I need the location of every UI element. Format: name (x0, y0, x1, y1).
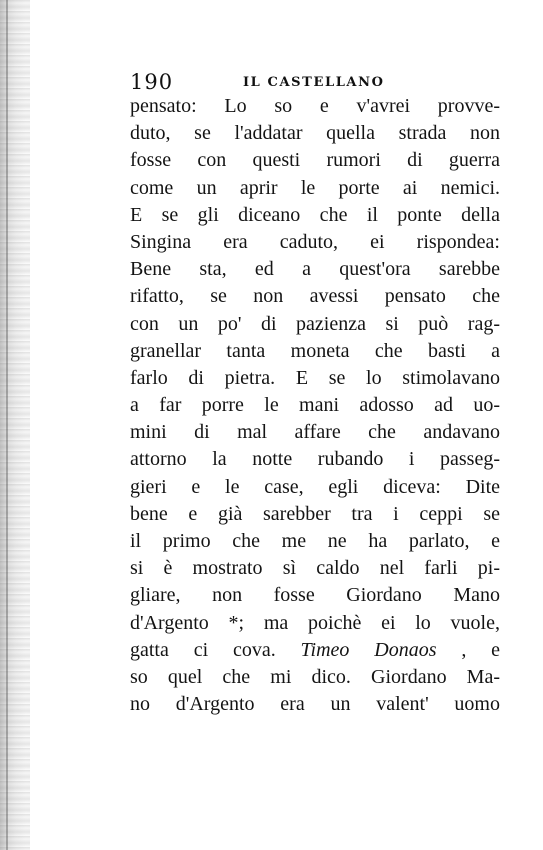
text-line: no d'Argento era un valent' uomo (130, 693, 500, 716)
text-line: granellar tanta moneta che basti a (130, 339, 500, 362)
page-binding-edge (6, 0, 8, 850)
text-line-with-latin (130, 637, 500, 664)
text-line: il primo che me ne ha parlato, e (130, 530, 500, 552)
text-segment: , e (461, 638, 501, 661)
text-line: fosse con questi rumori di guerra (130, 149, 500, 172)
text-line: so quel che mi dico. Giordano Ma- (130, 665, 500, 688)
body-text (130, 93, 500, 718)
text-line: a far porre le mani adosso ad uo- (130, 394, 500, 417)
text-line: Bene sta, ed a quest'ora sarebbe (130, 258, 500, 281)
text-line: Singina era caduto, ei rispondea: (130, 230, 500, 253)
text-line: come un aprir le porte ai nemici. (130, 176, 500, 199)
text-line: mini di mal affare che andavano (130, 421, 500, 444)
text-line: duto, se l'addatar quella strada non (130, 122, 500, 145)
text-line: E se gli diceano che il ponte della (130, 203, 500, 226)
text-line: gieri e le case, egli diceva: Dite (130, 475, 500, 498)
page-binding-shadow (0, 0, 30, 850)
text-line: con un po' di pazienza si può rag- (130, 312, 500, 335)
text-line: attorno la notte rubando i passeg- (130, 448, 500, 471)
text-line: gliare, non fosse Giordano Mano (130, 584, 500, 607)
text-line: rifatto, se non avessi pensato che (130, 285, 500, 308)
text-line: si è mostrato sì caldo nel farli pi- (130, 557, 500, 580)
text-line: pensato: Lo so e v'avrei provve- (130, 95, 500, 117)
text-segment: gatta ci cova. (130, 638, 276, 661)
text-line: bene e già sarebber tra i ceppi se (130, 502, 500, 525)
text-line: d'Argento *; ma poichè ei lo vuole, (130, 611, 500, 634)
text-line: farlo di pietra. E se lo stimolavano (130, 366, 500, 389)
running-title: IL CASTELLANO (243, 75, 385, 90)
latin-quote: Timeo Donaos (300, 638, 437, 661)
page-number: 190 (130, 70, 174, 94)
